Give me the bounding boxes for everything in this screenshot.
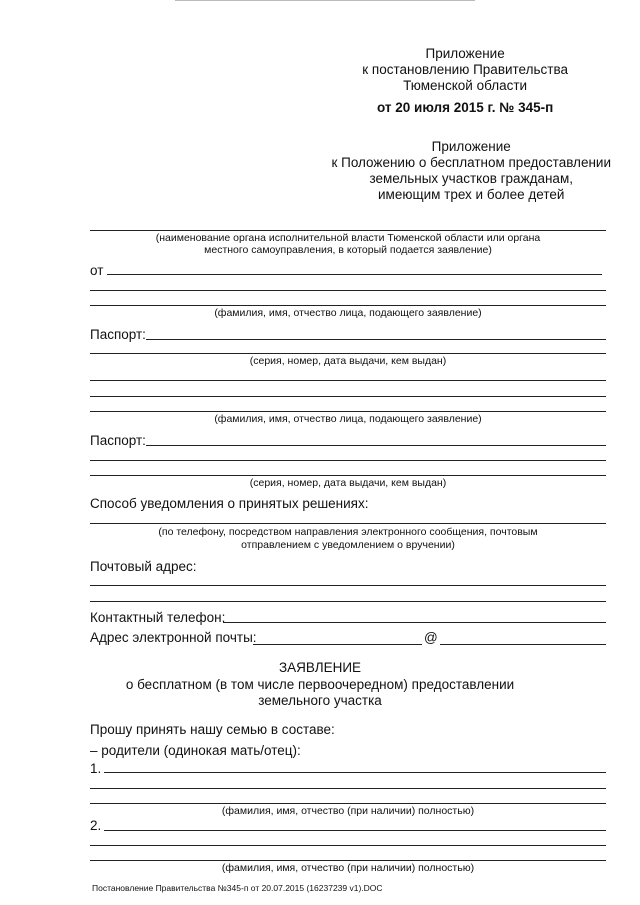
applicant2-line-2[interactable] <box>90 396 606 397</box>
applicant2-line-1[interactable] <box>90 380 606 381</box>
postal-field-line-1[interactable] <box>90 585 606 586</box>
header2-line2: к Положению о бесплатном предоставлении <box>331 155 611 170</box>
header2-line3: земельных участков гражданам, <box>369 171 573 186</box>
parent-2-field-line-3[interactable] <box>90 860 606 861</box>
parent-1-field-line[interactable] <box>104 772 606 773</box>
notify-caption-2: отправлением с уведомлением о вручении) <box>241 539 455 551</box>
parent-1-field-line-2[interactable] <box>90 788 606 789</box>
parent-2-field-line-2[interactable] <box>90 845 606 846</box>
email-at-sign: @ <box>424 630 438 645</box>
notify-label: Способ уведомления о принятых решениях: <box>90 496 369 511</box>
passport-field-line-2b[interactable] <box>90 460 606 461</box>
parent-item-2-number: 2. <box>90 818 102 833</box>
passport-field-line-2c[interactable] <box>90 475 606 476</box>
header1-line1: Приложение <box>425 46 505 61</box>
header2-line4: имеющим трех и более детей <box>378 187 565 202</box>
passport-field-line-1[interactable] <box>146 339 606 340</box>
from-label: от <box>90 263 104 278</box>
from-field-line[interactable] <box>107 274 602 275</box>
email-domain-field-line[interactable] <box>440 644 606 645</box>
from-field-line-3[interactable] <box>90 305 606 306</box>
notify-caption-1: (по телефону, посредством направления электронного сообщения, почтовым <box>158 526 538 538</box>
statement-subtitle-2: земельного участка <box>258 693 382 708</box>
email-user-field-line[interactable] <box>253 644 422 645</box>
statement-subtitle-1: о бесплатном (в том числе первоочередном) предоставлении <box>125 677 515 692</box>
notify-field-line[interactable] <box>90 523 606 524</box>
fio-caption-1: (фамилия, имя, отчество лица, подающего заявление) <box>214 307 482 319</box>
document-footer: Постановление Правительства №345-п от 20.07.2015 (16237239 v1).DOC <box>92 883 383 893</box>
passport-caption-1: (серия, номер, дата выдачи, кем выдан) <box>249 355 447 367</box>
email-label: Адрес электронной почты: <box>90 630 257 645</box>
statement-title: ЗАЯВЛЕНИЕ <box>278 660 362 675</box>
authority-caption-1: (наименование органа исполнительной власти Тюменской области или органа <box>155 232 541 244</box>
phone-field-line[interactable] <box>223 622 606 623</box>
header1-line3: Тюменской области <box>403 78 528 93</box>
from-field-line-2[interactable] <box>90 290 606 291</box>
postal-label: Почтовый адрес: <box>90 559 197 574</box>
postal-field-line-2[interactable] <box>90 601 606 602</box>
scan-edge-line <box>175 0 475 1</box>
passport-caption-2: (серия, номер, дата выдачи, кем выдан) <box>249 477 447 489</box>
authority-field-line[interactable] <box>90 230 606 231</box>
fio-caption-2: (фамилия, имя, отчество лица, подающего заявление) <box>214 413 482 425</box>
passport-field-line-1b[interactable] <box>90 353 606 354</box>
regulation-header <box>331 139 611 203</box>
phone-label: Контактный телефон: <box>90 610 226 625</box>
parent-1-field-line-3[interactable] <box>90 803 606 804</box>
parent-item-1-number: 1. <box>90 761 102 776</box>
parents-label: – родители (одинокая мать/отец): <box>90 743 301 758</box>
authority-caption-2: местного самоуправления, в который подается заявление) <box>204 244 492 256</box>
applicant2-line-3[interactable] <box>90 411 606 412</box>
passport-label-1: Паспорт: <box>90 327 146 342</box>
passport-label-2: Паспорт: <box>90 433 146 448</box>
header2-line1: Приложение <box>431 139 511 154</box>
header1-line4: от 20 июля 2015 г. № 345-п <box>376 100 554 115</box>
request-text: Прошу принять нашу семью в составе: <box>90 722 335 737</box>
parent-1-caption: (фамилия, имя, отчество (при наличии) полностью) <box>221 805 475 817</box>
parent-2-caption: (фамилия, имя, отчество (при наличии) полностью) <box>221 862 475 874</box>
passport-field-line-2[interactable] <box>146 445 606 446</box>
parent-2-field-line[interactable] <box>104 830 606 831</box>
header1-line2: к постановлению Правительства <box>362 62 568 77</box>
resolution-header <box>362 46 568 116</box>
